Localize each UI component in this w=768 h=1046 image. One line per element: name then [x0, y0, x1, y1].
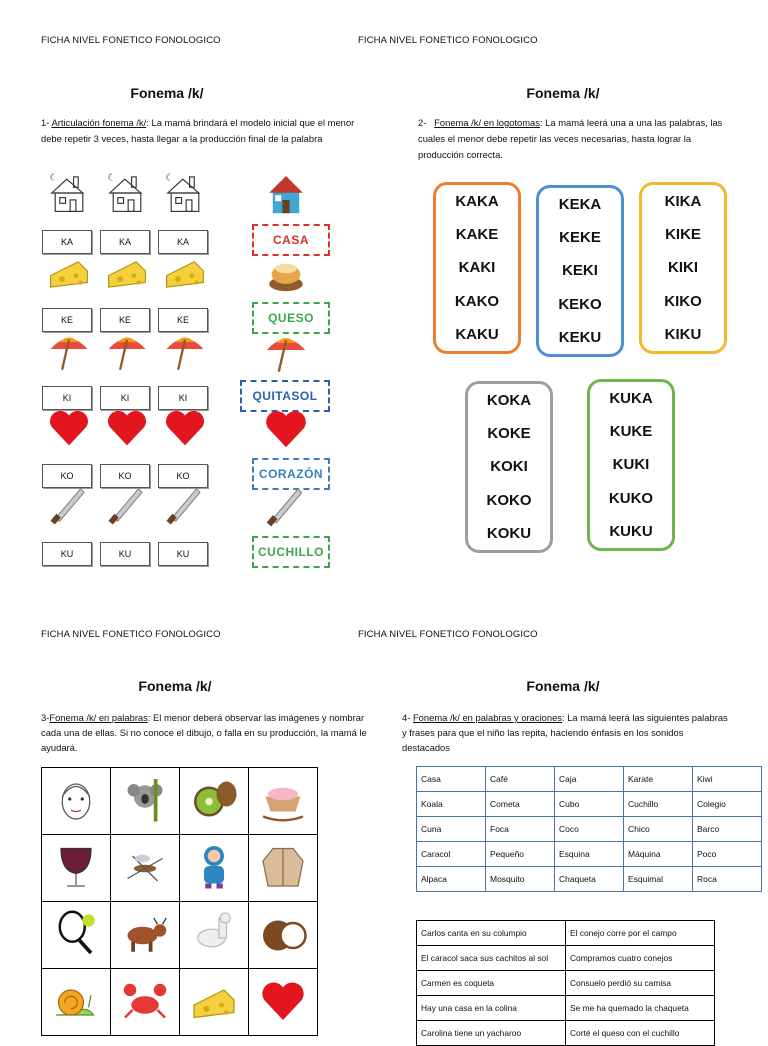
word-cell: Kiwi — [693, 767, 762, 792]
logotoma-word: KIKA — [664, 193, 702, 211]
word-cell: Esquimal — [624, 867, 693, 892]
umbrella-icon — [46, 326, 92, 377]
llama-icon — [180, 902, 249, 969]
heart-icon — [46, 404, 92, 455]
syllable-box: KE — [100, 308, 150, 332]
word-cell: Poco — [693, 842, 762, 867]
wine-glass-icon — [42, 835, 111, 902]
jacket-icon — [249, 835, 318, 902]
knife-icon — [104, 482, 150, 533]
logotoma-card — [536, 185, 624, 357]
logotoma-card — [587, 379, 675, 551]
mosquito-icon — [111, 835, 180, 902]
knife-icon — [46, 482, 92, 533]
logotoma-word: KAKI — [458, 259, 496, 277]
syllable-box: KE — [158, 308, 208, 332]
sentence-cell: Se me ha quemado la chaqueta — [566, 996, 715, 1021]
svg-text:☾: ☾ — [107, 172, 116, 184]
page-header: FICHA NIVEL FONETICO FONOLOGICO — [358, 35, 538, 46]
word-cell: Cubo — [555, 792, 624, 817]
logotoma-word: KAKU — [455, 325, 499, 343]
house-outline-icon — [104, 170, 150, 221]
word-cell: Colegio — [693, 792, 762, 817]
svg-text:☾: ☾ — [49, 172, 58, 184]
word-cell: Caracol — [417, 842, 486, 867]
sentence-cell: El conejo corre por el campo — [566, 921, 715, 946]
logotoma-word: KIKO — [664, 292, 702, 310]
syllable-box: KI — [100, 386, 150, 410]
umbrella-icon — [162, 326, 208, 377]
cake-icon — [262, 248, 310, 301]
syllable-box: KU — [158, 542, 208, 566]
word-cell: Chico — [624, 817, 693, 842]
sentence-cell: Carlos canta en su columpio — [417, 921, 566, 946]
word-cell: Alpaca — [417, 867, 486, 892]
logotoma-card — [639, 182, 727, 354]
target-word: CORAZÓN — [252, 458, 330, 490]
logotoma-word: KOKE — [487, 425, 531, 443]
syllable-box: KA — [42, 230, 92, 254]
target-word: CASA — [252, 224, 330, 256]
target-word: QUESO — [252, 302, 330, 334]
logotoma-word: KEKE — [559, 229, 601, 247]
logotoma-word: KOKI — [490, 458, 528, 476]
syllable-box: KO — [42, 464, 92, 488]
logotoma-word: KEKU — [558, 328, 602, 346]
umbrella-icon — [262, 326, 310, 379]
section-title: Fonema /k/ — [138, 678, 212, 694]
logotoma-word: KOKA — [486, 392, 532, 410]
sentence-cell: Compramos cuatro conejos — [566, 946, 715, 971]
word-cell: Caja — [555, 767, 624, 792]
cheese-icon — [162, 248, 208, 299]
heart-icon — [262, 404, 310, 457]
section-title: Fonema /k/ — [526, 85, 600, 101]
racket-icon — [42, 902, 111, 969]
syllable-box: KI — [42, 386, 92, 410]
syllable-box: KU — [100, 542, 150, 566]
eskimo-icon — [180, 835, 249, 902]
logotoma-word: KAKE — [455, 226, 499, 244]
word-cell: Café — [486, 767, 555, 792]
house-outline-icon — [46, 170, 92, 221]
word-cell: Roca — [693, 867, 762, 892]
target-word: CUCHILLO — [252, 536, 330, 568]
logotoma-word: KUKA — [609, 390, 653, 408]
svg-text:☾: ☾ — [165, 172, 174, 184]
syllable-box: KO — [100, 464, 150, 488]
knife-icon — [162, 482, 208, 533]
crab-icon — [111, 969, 180, 1036]
kiwi-icon — [180, 768, 249, 835]
syllable-box: KO — [158, 464, 208, 488]
logotoma-word: KEKI — [562, 262, 598, 280]
sentence-cell: Hay una casa en la colina — [417, 996, 566, 1021]
sentence-cell: Corté el queso con el cuchillo — [566, 1021, 715, 1046]
umbrella-icon — [104, 326, 150, 377]
target-word: QUITASOL — [240, 380, 330, 412]
house-icon — [262, 170, 310, 223]
word-cell: Chaqueta — [555, 867, 624, 892]
word-cell: Cuna — [417, 817, 486, 842]
logotoma-word: KUKI — [612, 456, 650, 474]
logotoma-word: KOKU — [486, 524, 532, 542]
syllable-box: KI — [158, 386, 208, 410]
logotoma-word: KAKO — [454, 292, 500, 310]
word-cell: Esquina — [555, 842, 624, 867]
syllable-box: KU — [42, 542, 92, 566]
logotoma-word: KEKA — [558, 196, 602, 214]
word-cell: Cuchillo — [624, 792, 693, 817]
logotoma-word: KUKU — [609, 522, 653, 540]
sentence-cell: Carolina tiene un yacharoo — [417, 1021, 566, 1046]
logotoma-word: KOKO — [486, 491, 532, 509]
sec3-instructions: 3-Fonema /k/ en palabras: El menor deberá observar las imágenes y nombrar cada una de ellas. Si no conoce el dibujo, o falla en su producción, la mamá le ayudará. — [41, 712, 367, 753]
house-outline-icon — [162, 170, 208, 221]
page-header: FICHA NIVEL FONETICO FONOLOGICO — [41, 35, 221, 46]
words-table — [416, 766, 762, 892]
logotoma-card — [433, 182, 521, 354]
bull-icon — [111, 902, 180, 969]
section-title: Fonema /k/ — [130, 85, 204, 101]
sec2-instructions: 2- Fonema /k/ en logotomas: La mamá leerá una a una las palabras, las cuales el menor debe repetir las veces necesarias, hasta lograr la producción correcta. — [418, 117, 723, 160]
articulation-grid — [40, 170, 340, 560]
page-header: FICHA NIVEL FONETICO FONOLOGICO — [358, 629, 538, 640]
word-cell: Coco — [555, 817, 624, 842]
knife-icon — [262, 482, 310, 535]
heart-icon — [104, 404, 150, 455]
page-header: FICHA NIVEL FONETICO FONOLOGICO — [41, 629, 221, 640]
sec4-instructions: 4- Fonema /k/ en palabras y oraciones: La mamá leerá las siguientes palabras y frases para que el niño las repita, haciendo énfasis en los sonidos destacados — [402, 712, 728, 753]
sentences-table — [416, 920, 715, 1046]
coconut-icon — [249, 902, 318, 969]
picture-grid — [41, 767, 318, 1036]
logotoma-word: KEKO — [558, 295, 602, 313]
sentence-cell: Consuelo perdió su camisa — [566, 971, 715, 996]
logotoma-card — [465, 381, 553, 553]
syllable-box: KE — [42, 308, 92, 332]
sec1-instructions: 1- Articulación fonema /k/: La mamá brindará el modelo inicial que el menor debe repetir 3 veces, hasta llegar a la producción final de la palabra — [41, 117, 355, 144]
word-cell: Karate — [624, 767, 693, 792]
cheese-icon — [180, 969, 249, 1036]
word-cell: Pequeño — [486, 842, 555, 867]
logotoma-word: KIKE — [665, 226, 701, 244]
word-cell: Mosquito — [486, 867, 555, 892]
syllable-box: KA — [100, 230, 150, 254]
sentence-cell: Carmen es coqueta — [417, 971, 566, 996]
cheese-icon — [46, 248, 92, 299]
word-cell: Foca — [486, 817, 555, 842]
logotoma-word: KUKO — [608, 489, 654, 507]
section-title: Fonema /k/ — [526, 678, 600, 694]
face-icon — [42, 768, 111, 835]
koala-icon — [111, 768, 180, 835]
syllable-box: KA — [158, 230, 208, 254]
heart-icon — [249, 969, 318, 1036]
word-cell: Máquina — [624, 842, 693, 867]
logotoma-word: KIKI — [668, 259, 698, 277]
cradle-icon — [249, 768, 318, 835]
logotoma-word: KUKE — [609, 423, 653, 441]
logotoma-word: KAKA — [455, 193, 499, 211]
heart-icon — [162, 404, 208, 455]
cheese-icon — [104, 248, 150, 299]
word-cell: Casa — [417, 767, 486, 792]
logotoma-word: KIKU — [664, 325, 702, 343]
snail-icon — [42, 969, 111, 1036]
sentence-cell: El caracol saca sus cachitos al sol — [417, 946, 566, 971]
word-cell: Barco — [693, 817, 762, 842]
word-cell: Koala — [417, 792, 486, 817]
word-cell: Cometa — [486, 792, 555, 817]
